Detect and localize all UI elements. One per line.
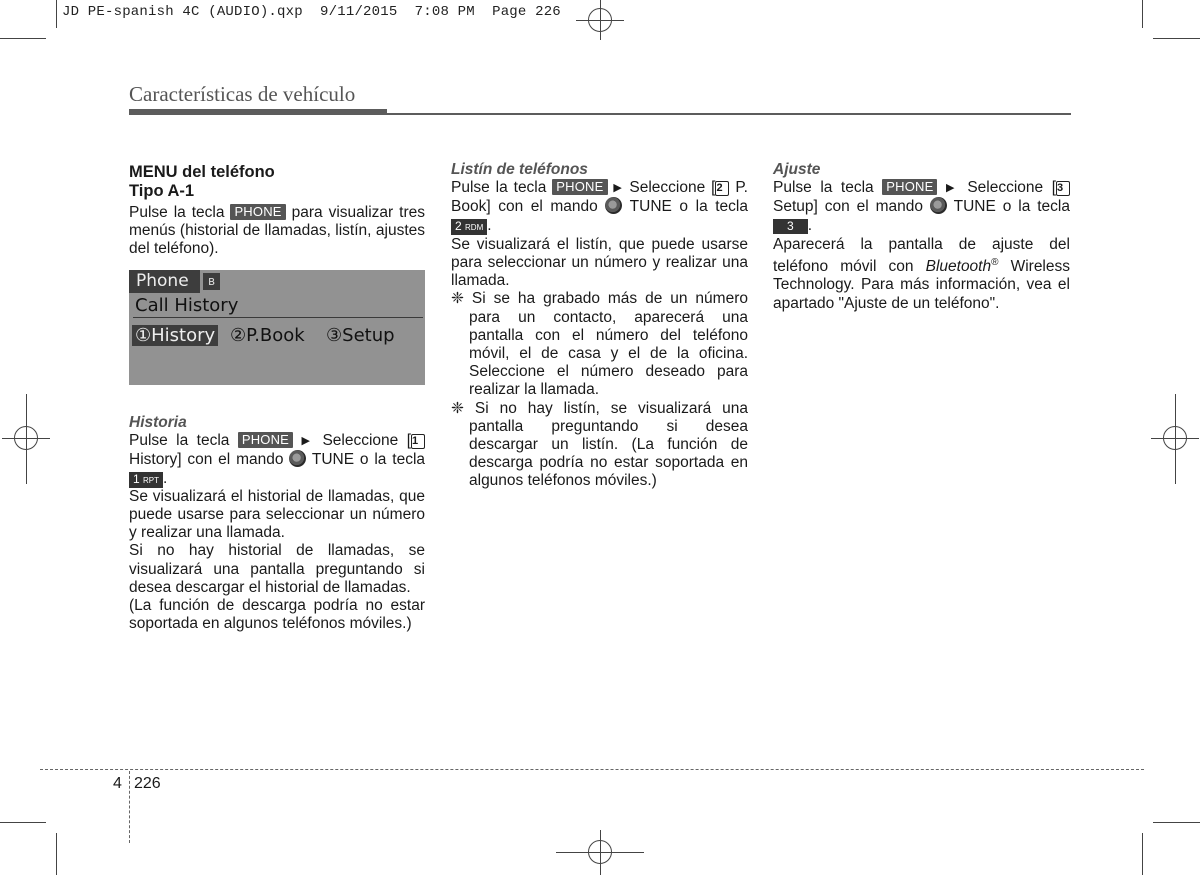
tune-knob-icon xyxy=(605,197,622,214)
crop-mark xyxy=(1153,822,1200,823)
page-number: 226 xyxy=(134,775,161,792)
print-slug xyxy=(62,4,561,20)
historia-paragraph-4: (La función de descarga podría no estar soportada en algunos teléfonos móviles.) xyxy=(129,597,425,633)
arrow-right-icon: ▶ xyxy=(613,182,624,195)
arrow-right-icon: ▶ xyxy=(946,182,959,195)
screen-menu-setup: ③Setup xyxy=(326,325,395,346)
subheading-historia: Historia xyxy=(129,414,187,431)
listin-paragraph-2: Se visualizará el listín, que puede usarse para seleccionar un número y realizar una llamada. xyxy=(451,235,748,290)
chapter-number: 4 xyxy=(113,775,122,792)
screen-line-call-history: Call History xyxy=(135,295,239,316)
heading-listin: Listín de teléfonos xyxy=(451,161,588,178)
column-2 xyxy=(451,161,748,491)
ajuste-instructions: Pulse la tecla PHONE ▶ Seleccione [3 Setup] con el mando TUNE o la tecla 3 . xyxy=(773,179,1070,234)
header-rule-thick xyxy=(129,109,387,115)
key-3-icon: 3 xyxy=(773,219,808,234)
historia-instructions: Pulse la tecla PHONE ▶ Seleccione [1 History] con el mando TUNE o la tecla 1 RPT . xyxy=(129,432,426,487)
phone-screen-illustration xyxy=(129,270,425,385)
section-title: Características de vehículo xyxy=(129,82,356,106)
number-3-icon: 3 xyxy=(1056,181,1070,196)
historia-paragraph-3: Si no hay historial de llamadas, se visualizará una pantalla preguntando si desea descargar el historial de llamadas. xyxy=(129,542,425,596)
heading-ajuste: Ajuste xyxy=(773,161,821,178)
crop-mark xyxy=(56,0,57,28)
column-1-lower xyxy=(129,414,425,633)
listin-note-2: ❈ Si no hay listín, se visualizará una pantalla preguntando si desea descargar un listín. (La función de descarga podría no estar soportada en algunos teléfonos móviles.) xyxy=(451,399,748,490)
bluetooth-icon: ʙ xyxy=(203,273,220,290)
crop-mark xyxy=(0,822,46,823)
footer-dashed-rule xyxy=(40,769,1144,770)
crop-mark xyxy=(56,833,57,875)
screen-tab-phone: Phone xyxy=(129,270,200,293)
tune-knob-icon xyxy=(930,197,947,214)
crop-mark xyxy=(1153,38,1200,39)
phone-key-icon: PHONE xyxy=(882,179,937,195)
slug-page: Page 226 xyxy=(492,4,561,20)
phone-key-icon: PHONE xyxy=(552,179,607,195)
column-1 xyxy=(129,163,425,259)
screen-divider xyxy=(133,317,423,318)
listin-note-1: ❈ Si se ha grabado más de un número para un contacto, aparecerá una pantalla con el número del teléfono móvil, el de casa y el de la oficina. Seleccione el número deseado para realizar la llamada. xyxy=(451,290,748,399)
intro-paragraph: Pulse la tecla PHONE para visualizar tres menús (historial de llamadas, listín, ajustes del teléfono). xyxy=(129,204,425,258)
arrow-right-icon: ▶ xyxy=(301,435,315,448)
screen-menu-history: ①History xyxy=(132,324,218,348)
slug-date: 9/11/2015 xyxy=(320,4,398,20)
tune-knob-icon xyxy=(289,450,306,467)
slug-filename: JD PE-spanish 4C (AUDIO).qxp xyxy=(62,4,303,20)
ajuste-paragraph-2: Aparecerá la pantalla de ajuste del teléfono móvil con Bluetooth® Wireless Technology. Para más información, vea el apartado "Ajuste de un teléfono". xyxy=(773,235,1070,312)
phone-key-icon: PHONE xyxy=(230,204,285,220)
rdm-key-icon: 2 RDM xyxy=(451,219,487,235)
crop-mark xyxy=(1142,833,1143,875)
listin-instructions: Pulse la tecla PHONE ▶ Seleccione [2 P. Book] con el mando TUNE o la tecla 2 RDM . xyxy=(451,179,748,234)
column-3 xyxy=(773,161,1070,313)
crop-mark xyxy=(0,38,46,39)
heading-menu: MENU del teléfono xyxy=(129,163,275,181)
slug-time: 7:08 PM xyxy=(414,4,475,20)
header-rule-thin xyxy=(387,113,1071,115)
screen-menu-pbook: ②P.Book xyxy=(230,325,305,346)
historia-paragraph-2: Se visualizará el historial de llamadas, que puede usarse para seleccionar un número y realizar una llamada. xyxy=(129,487,425,542)
footer-dashed-divider xyxy=(129,771,130,843)
heading-type: Tipo A-1 xyxy=(129,181,195,200)
phone-key-icon: PHONE xyxy=(238,432,293,448)
crop-mark xyxy=(1142,0,1143,28)
rpt-key-icon: 1 RPT xyxy=(129,472,163,488)
number-2-icon: 2 xyxy=(715,181,729,196)
number-1-icon: 1 xyxy=(411,434,425,449)
